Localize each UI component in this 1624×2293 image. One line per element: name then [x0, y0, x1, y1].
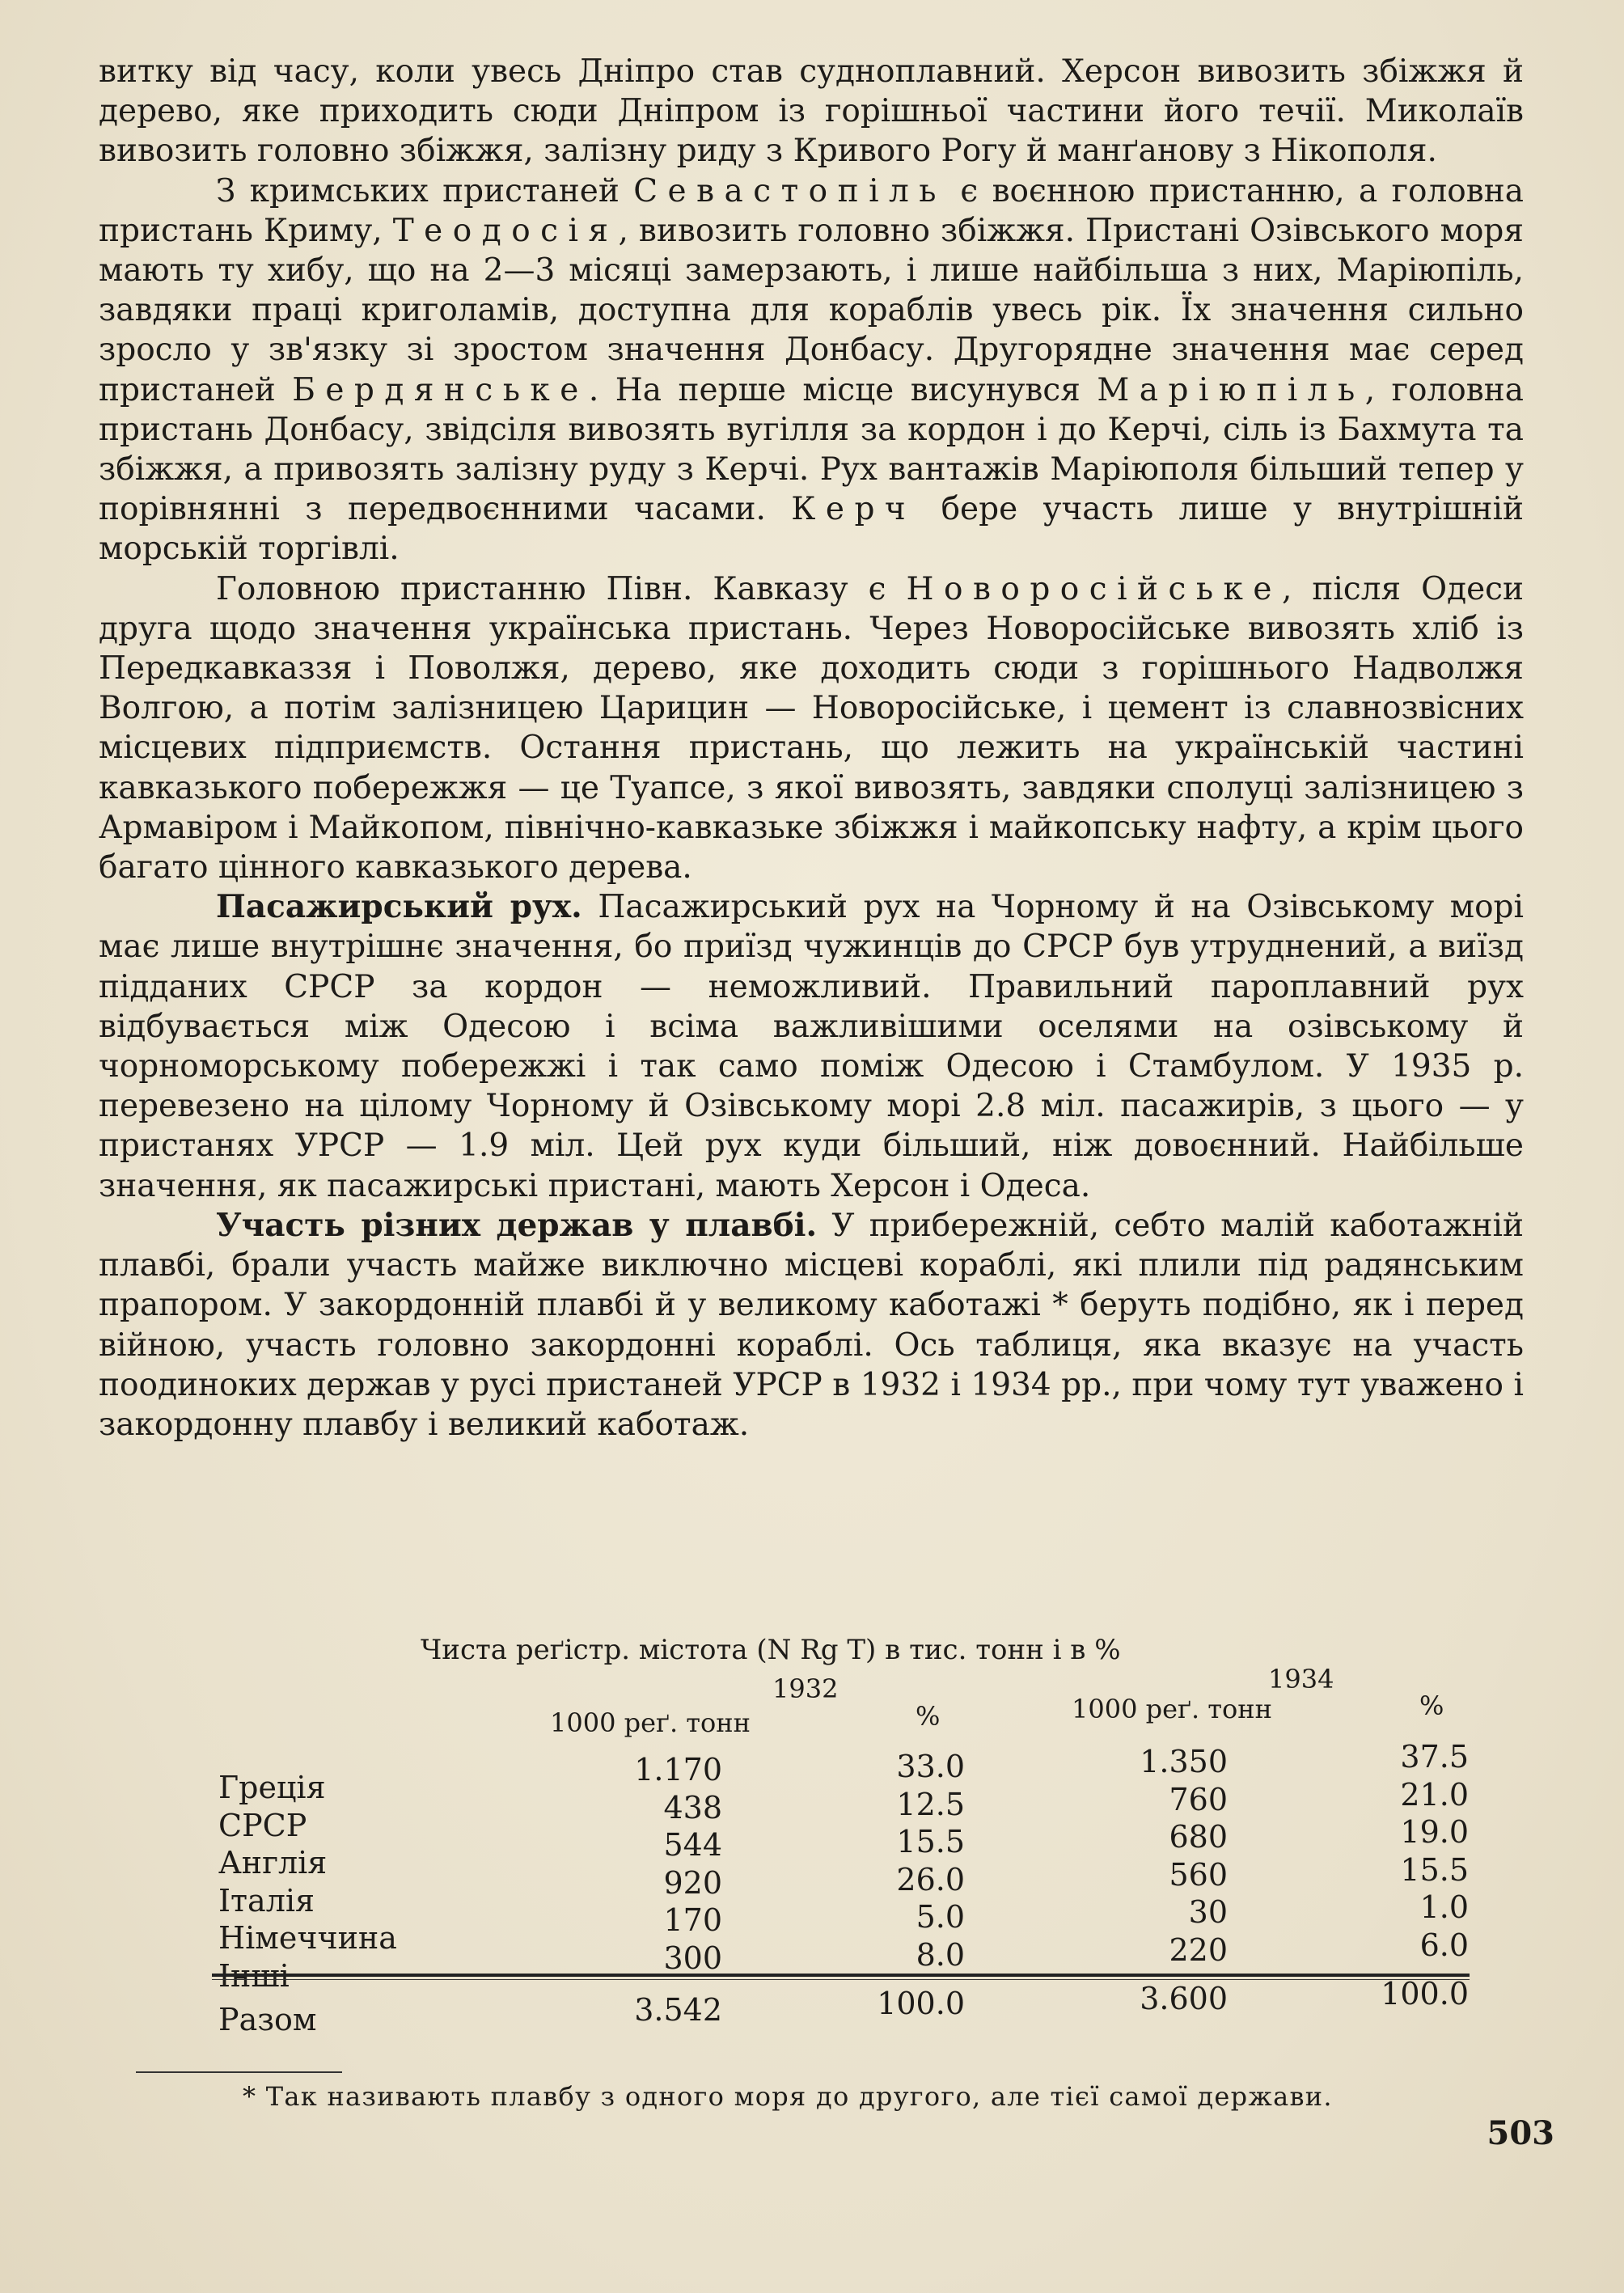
spaced-teodosia: Теодосія: [392, 212, 619, 249]
country-name: Греція: [218, 1770, 326, 1805]
value-1932: 300: [663, 1940, 722, 1976]
column-header-pct-1934: %: [1419, 1690, 1444, 1721]
paragraph-passenger: Пасажирський рух. Пасажирський рух на Чорному й на Озівському морі має лише внутрішнє значення, бо приїзд чужинців до СРСР був утруднений, а виїзд підданих СРСР за кордон — неможливий. Правильний пароплавний рух відбувається між Одесою і всіма важливішими оселями на озівському й чорноморському побережжі і так само поміж Одесою і Стамбулом. У 1935 р. перевезено на цілому Чорному й Озівському морі 2.8 міл. пасажирів, з цього — у пристанях УРСР — 1.9 міл. Цей рух куди більший, ніж довоєнний. Найбільше значення, як пасажирські пристані, мають Херсон і Одеса.: [99, 888, 1524, 1204]
spaced-mariiupil: Маріюпіль: [1097, 371, 1365, 408]
table-year-1934: 1934: [1268, 1664, 1334, 1694]
total-1934-value: 3.600: [1140, 1981, 1228, 2016]
country-name: Інші: [218, 1957, 290, 1994]
footnote-rule: [136, 2071, 342, 2073]
paragraph-crimea: З кримських пристаней Севастопіль є воєнною пристанню, а головна пристань Криму, Теодосія, вивозить головно збіжжя. Пристані Озівського моря мають ту хибу, що на 2—3 місяці замерзають, і лише найбільша з них, Маріюпіль, завдяки праці криголамів, доступна для кораблів увесь рік. Їх значення сильно зросло у зв'язку зі зростом значення Донбасу. Другорядне значення має серед пристаней Бердянське. На перше місце висунувся Маріюпіль, головна пристань Донбасу, звідсіля вивозять вугілля за кордон і до Керчі, сіль із Бахмута та збіжжя, а привозять залізну руду з Керчі. Рух вантажів Маріюполя більший тепер у порівнянні з передвоєнними часами. Керч бере участь лише у внутрішній морській торгівлі.: [99, 172, 1524, 568]
value-1934: 1.350: [1140, 1744, 1228, 1779]
value-1932: 1.170: [634, 1752, 722, 1787]
paragraph-caucasus: Головною пристанню Півн. Кавказу є Новоросійське, після Одеси друга щодо значення українська пристань. Через Новоросійське вивозять хліб із Передкавказзя і Поволжя, дерево, яке доходить сюди з горішнього Надволжя Волгою, а потім залізницею Царицин — Новоросійське, і цемент із славнозвісних місцевих підприємств. Остання пристань, що лежить на українській частині кавказького побережжя — це Туапсе, з якої вивозять, завдяки сполуці залізницею з Армавіром і Майкопом, північно-кавказьке збіжжя і майкопську нафту, а крім цього багато цінного кавказького дерева.: [99, 570, 1524, 886]
total-1934-pct: 100.0: [1381, 1976, 1469, 2012]
table-caption: Чиста реґістр. містота (N Rg T) в тис. тонн і в %: [421, 1634, 1121, 1666]
spaced-berdianske: Бердянське: [292, 371, 589, 408]
spaced-kerch: Керч: [791, 491, 916, 528]
column-header-units-1932: 1000 реґ. тонн: [550, 1707, 751, 1738]
section-heading-states: Участь різних держав у плавбі.: [216, 1206, 818, 1244]
page-number: 503: [1487, 2114, 1554, 2152]
country-name: Німеччина: [218, 1920, 397, 1956]
section-heading-passenger: Пасажирський рух.: [216, 888, 582, 926]
column-header-pct-1932: %: [916, 1701, 941, 1732]
footnote: * Так називають плавбу з одного моря до другого, але тієї самої держави.: [243, 2081, 1333, 2112]
pct-1932: 8.0: [916, 1936, 965, 1973]
total-label: Разом: [218, 2002, 317, 2037]
pct-1934: 6.0: [1419, 1927, 1469, 1963]
value-1932: 920: [663, 1864, 722, 1901]
value-1934: 560: [1169, 1856, 1228, 1893]
value-1932: 544: [663, 1827, 722, 1863]
country-name: Італія: [218, 1882, 315, 1919]
country-name: Англія: [218, 1845, 328, 1881]
table-total-rule: [212, 1974, 1470, 1977]
pct-1932: 5.0: [916, 1899, 965, 1935]
table-row-total: [0, 1976, 1624, 2037]
value-1934: 680: [1169, 1819, 1228, 1855]
table-total-rule-thin: [212, 1979, 1470, 1980]
pct-1934: 15.5: [1400, 1851, 1469, 1888]
pct-1934: 37.5: [1400, 1739, 1469, 1775]
value-1934: 30: [1188, 1894, 1228, 1930]
paragraph-states: Участь різних держав у плавбі. У прибережній, себто малій каботажній плавбі, брали участь майже виключно місцеві кораблі, які плили під радянським прапором. У закордонній плавбі й у великому каботажі * беруть подібно, як і перед війною, участь головно закордонні кораблі. Ось таблиця, яка вказує на участь поодиноких держав у русі пристаней УРСР в 1932 і 1934 рр., при чому тут уважено і закордонну плавбу і великий каботаж.: [99, 1206, 1525, 1443]
pct-1932: 33.0: [896, 1749, 965, 1784]
pct-1934: 1.0: [1419, 1889, 1469, 1925]
pct-1934: 21.0: [1400, 1776, 1469, 1813]
spaced-novorosiiske: Новоросійське: [906, 570, 1282, 607]
value-1932: 438: [663, 1789, 722, 1826]
value-1934: 220: [1169, 1931, 1228, 1968]
pct-1932: 12.5: [896, 1786, 965, 1822]
value-1932: 170: [663, 1902, 722, 1938]
spaced-sevastopil: Севастопіль: [633, 172, 946, 209]
body-text: [99, 52, 1524, 1445]
column-header-units-1934: 1000 реґ. тонн: [1072, 1694, 1272, 1724]
value-1934: 760: [1169, 1781, 1228, 1817]
total-1932-pct: 100.0: [877, 1986, 965, 2021]
pct-1934: 19.0: [1400, 1814, 1469, 1850]
country-name: СРСР: [218, 1807, 307, 1843]
pct-1932: 26.0: [896, 1861, 965, 1897]
total-1932-value: 3.542: [634, 1992, 722, 2028]
table-year-1932: 1932: [772, 1673, 839, 1704]
paragraph-kherson: витку від часу, коли увесь Дніпро став судноплавний. Херсон вивозить збіжжя й дерево, яке приходить сюди Дніпром із горішньої частини його течії. Миколаїв вивозить головно збіжжя, залізну риду з Кривого Рогу й манґанову з Нікополя.: [99, 53, 1524, 170]
pct-1932: 15.5: [896, 1824, 965, 1859]
